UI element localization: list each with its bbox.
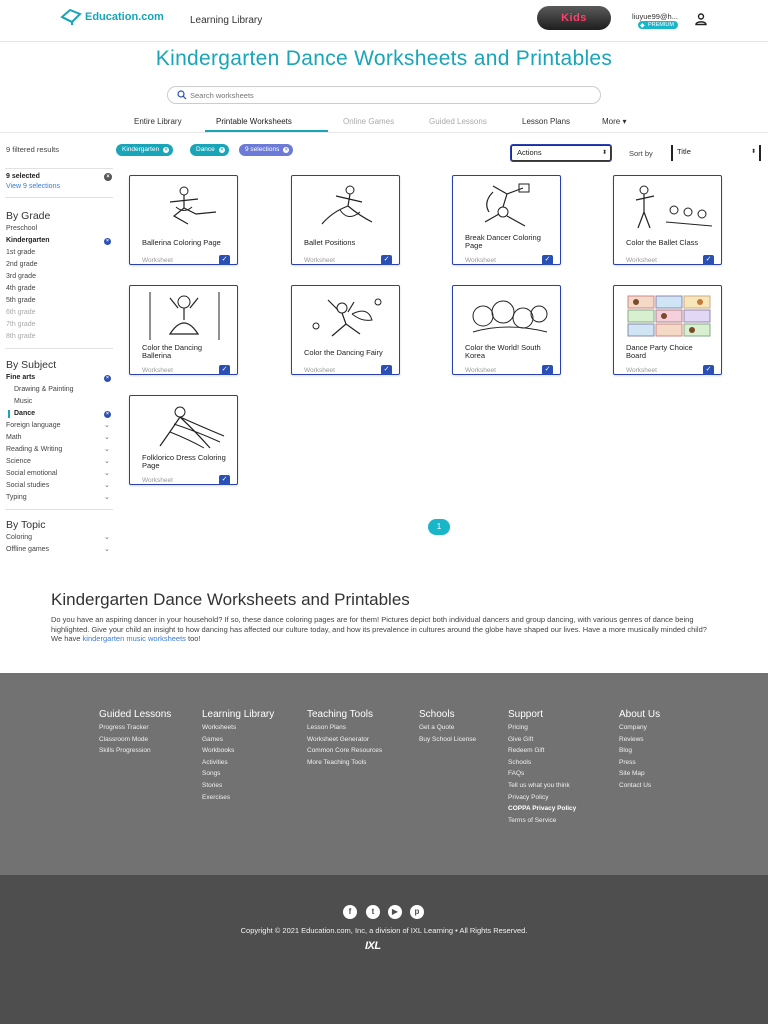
footer-link[interactable]: Pricing [508, 724, 528, 731]
footer-link[interactable]: Company [619, 724, 647, 731]
checkbox-checked-icon[interactable]: ✓ [542, 255, 553, 265]
card-type: Worksheet [626, 257, 657, 264]
footer-heading[interactable]: Schools [419, 709, 455, 720]
worksheet-card[interactable] [129, 175, 238, 265]
search-icon [177, 90, 187, 100]
facebook-icon[interactable]: f [343, 905, 357, 919]
filtered-results-count: 9 filtered results [6, 145, 59, 154]
worksheet-thumbnail [302, 182, 391, 230]
checkbox-checked-icon[interactable]: ✓ [703, 365, 714, 375]
footer-links [0, 673, 768, 875]
footer-link[interactable]: Contact Us [619, 781, 652, 789]
worksheet-card[interactable] [452, 285, 561, 375]
worksheet-thumbnail [140, 402, 229, 450]
worksheet-card[interactable] [613, 285, 722, 375]
youtube-icon[interactable]: ▶ [388, 905, 402, 919]
description-end: too! [185, 634, 201, 643]
footer-link[interactable]: Classroom Mode [99, 735, 149, 743]
remove-filter-icon[interactable]: × [104, 238, 111, 245]
remove-filter-icon[interactable]: × [104, 411, 111, 418]
education-logo[interactable] [60, 8, 164, 26]
footer-link[interactable]: Terms of Service [508, 816, 557, 824]
view-selections-link[interactable]: View 9 selections [6, 183, 60, 190]
subject-item[interactable]: Foreign language [6, 422, 61, 429]
footer-link[interactable]: Press [619, 758, 636, 766]
subject-item[interactable]: Social emotional [6, 470, 58, 477]
tab-entire-library[interactable]: Entire Library [134, 117, 182, 126]
actions-label: Actions [517, 148, 542, 157]
worksheet-thumbnail [140, 182, 229, 230]
pill-label: Dance [196, 146, 215, 153]
chevron-down-icon[interactable]: ⌄ [104, 482, 110, 489]
subject-item[interactable]: Typing [6, 494, 27, 501]
grade-item[interactable]: 8th grade [6, 333, 36, 340]
subject-item[interactable]: Reading & Writing [6, 446, 63, 453]
tab-more-label: More [602, 117, 621, 126]
footer-heading[interactable]: Learning Library [202, 709, 275, 720]
ixl-logo[interactable]: IXL [365, 940, 381, 952]
description-text [51, 615, 716, 644]
worksheet-card[interactable] [291, 285, 400, 375]
tab-guided-lessons[interactable]: Guided Lessons [429, 117, 487, 126]
worksheet-card[interactable] [129, 285, 238, 375]
close-icon[interactable]: × [284, 147, 288, 153]
footer-link[interactable]: Privacy Policy [508, 793, 549, 801]
card-type: Worksheet [465, 257, 496, 264]
sidebar-divider [5, 509, 113, 510]
chevron-down-icon[interactable]: ⌄ [104, 470, 110, 477]
footer-link[interactable]: Schools [508, 758, 532, 766]
card-type: Worksheet [304, 367, 335, 374]
topic-item[interactable]: Offline games [6, 546, 50, 553]
footer-link[interactable]: Worksheet Generator [307, 735, 370, 743]
pill-label: Kindergarten [122, 146, 160, 153]
kids-badge[interactable] [537, 6, 611, 30]
footer-link[interactable]: More Teaching Tools [307, 758, 367, 766]
worksheet-card[interactable] [291, 175, 400, 265]
sidebar-divider [5, 197, 113, 198]
footer-link[interactable]: Activities [202, 758, 228, 766]
grade-item-selected[interactable]: Kindergarten [6, 237, 50, 244]
footer-col-about-us [619, 709, 660, 794]
worksheet-thumbnail [463, 182, 552, 230]
subject-item-dance[interactable]: Dance [14, 410, 36, 417]
tab-more[interactable] [602, 117, 626, 126]
checkbox-checked-icon[interactable]: ✓ [381, 255, 392, 265]
filter-pill-dance[interactable] [190, 144, 229, 156]
grade-item[interactable]: 3rd grade [6, 273, 36, 280]
premium-text: PREMIUM [648, 22, 674, 28]
subject-item-fine-arts[interactable]: Fine arts [6, 374, 36, 381]
footer-link[interactable]: Give Gift [508, 735, 534, 743]
footer-link[interactable]: Progress Tracker [99, 724, 149, 731]
card-title[interactable]: Ballet Positions [304, 238, 356, 247]
footer-heading[interactable]: Teaching Tools [307, 709, 373, 720]
footer-link[interactable]: Blog [619, 747, 633, 755]
close-icon[interactable]: × [220, 147, 224, 153]
grade-item[interactable]: Preschool [6, 225, 38, 232]
checkbox-checked-icon[interactable]: ✓ [703, 255, 714, 265]
selected-indicator [8, 410, 10, 418]
worksheet-card[interactable] [129, 395, 238, 485]
footer-link[interactable]: FAQs [508, 770, 525, 778]
diamond-icon: ◆ [640, 23, 645, 29]
grade-item[interactable]: 6th grade [6, 309, 36, 316]
updown-arrow-icon: ⬍ [601, 150, 607, 156]
category-tabs [0, 112, 768, 132]
footer-link[interactable]: Skills Progression [99, 747, 151, 755]
copyright-text: Copyright © 2021 Education.com, Inc, a division of IXL Learning • All Rights Reserved. [240, 926, 528, 935]
description-title: Kindergarten Dance Worksheets and Printables [51, 590, 410, 609]
footer-link[interactable]: Reviews [619, 735, 644, 743]
premium-badge [638, 21, 678, 29]
footer-link[interactable]: Games [202, 735, 223, 743]
logo-text: Education.com [85, 11, 164, 23]
footer-col-guided-lessons [99, 709, 171, 759]
grade-item[interactable]: 2nd grade [6, 261, 38, 268]
chevron-down-icon[interactable]: ⌄ [104, 546, 110, 553]
chevron-down-icon[interactable]: ⌄ [104, 458, 110, 465]
card-type: Worksheet [142, 367, 173, 374]
tab-lesson-plans[interactable]: Lesson Plans [522, 117, 571, 126]
footer-link[interactable]: Worksheets [202, 724, 237, 731]
subject-item-drawing[interactable]: Drawing & Painting [14, 386, 74, 393]
sort-select[interactable] [671, 145, 761, 161]
close-icon[interactable]: × [164, 147, 168, 153]
tab-printable-worksheets[interactable]: Printable Worksheets [216, 117, 292, 126]
pinterest-icon[interactable]: p [410, 905, 424, 919]
topic-heading: By Topic [6, 519, 46, 531]
footer-heading[interactable]: Support [508, 709, 544, 720]
footer-link[interactable]: Exercises [202, 793, 231, 801]
card-title[interactable]: Dance Party Choice Board [626, 343, 693, 360]
sidebar-divider [5, 348, 113, 349]
card-type: Worksheet [465, 367, 496, 374]
tab-online-games[interactable]: Online Games [343, 117, 395, 126]
footer-link[interactable]: Workbooks [202, 747, 235, 755]
card-type: Worksheet [626, 367, 657, 374]
subject-item[interactable]: Science [6, 458, 31, 465]
checkbox-checked-icon[interactable]: ✓ [219, 475, 230, 485]
grade-item[interactable]: 1st grade [6, 249, 36, 256]
selected-count: 9 selected [6, 173, 40, 180]
actions-dropdown[interactable] [511, 145, 611, 161]
username[interactable]: liuyue99@h... [632, 12, 678, 21]
twitter-icon[interactable]: t [366, 905, 380, 919]
chevron-down-icon[interactable]: ⌄ [104, 422, 110, 429]
grade-item[interactable]: 4th grade [6, 285, 36, 292]
card-type: Worksheet [304, 257, 335, 264]
music-worksheets-link[interactable]: kindergarten music worksheets [82, 634, 186, 643]
chevron-down-icon[interactable]: ⌄ [104, 446, 110, 453]
worksheet-thumbnail [302, 292, 391, 340]
sidebar-divider [5, 168, 113, 169]
card-type: Worksheet [142, 257, 173, 264]
worksheet-thumbnail [624, 292, 713, 340]
subject-item[interactable]: Math [6, 434, 22, 441]
filter-pill-selections[interactable] [239, 144, 293, 156]
footer-link[interactable]: Get a Quote [419, 724, 455, 731]
chevron-down-icon[interactable]: ⌄ [104, 494, 110, 501]
card-title[interactable]: Break Dancer Coloring Page [465, 233, 541, 250]
worksheet-card[interactable] [452, 175, 561, 265]
worksheet-card[interactable] [613, 175, 722, 265]
card-type: Worksheet [142, 477, 173, 484]
top-bar [0, 0, 768, 42]
search-bar[interactable] [167, 86, 601, 104]
worksheet-thumbnail [463, 292, 552, 340]
chevron-down-icon[interactable]: ⌄ [104, 434, 110, 441]
footer-link[interactable]: Buy School License [419, 735, 477, 743]
footer-link[interactable]: Redeem Gift [508, 747, 545, 755]
page-title: Kindergarten Dance Worksheets and Printables [155, 47, 613, 70]
worksheet-thumbnail [140, 292, 229, 340]
filter-pill-kindergarten[interactable] [116, 144, 173, 156]
footer-heading[interactable]: Guided Lessons [99, 709, 172, 720]
subject-item[interactable]: Social studies [6, 482, 50, 489]
chevron-down-icon[interactable]: ⌄ [104, 534, 110, 541]
page-1-button[interactable]: 1 [428, 519, 450, 535]
footer-link[interactable]: Common Core Resources [307, 747, 383, 755]
footer-link[interactable]: COPPA Privacy Policy [508, 805, 577, 813]
subject-item-music[interactable]: Music [14, 398, 33, 405]
card-title[interactable]: Color the World! South Korea [465, 343, 541, 360]
book-logo-icon [60, 8, 82, 26]
search-input[interactable] [190, 89, 570, 101]
user-account-icon[interactable] [694, 12, 708, 26]
description-body: Do you have an aspiring dancer in your household? If so, these dance coloring pages are for them! Pictures depict both individual dancers and group dancing, with various genres of dance being highlighted. Give your child an insight to how dancing has affected our culture today, and how its prevalence in cultures around the globe have shaped our lives. Have a more musically minded child? We have [51, 615, 707, 643]
footer-col-learning-library [202, 709, 274, 805]
footer-link[interactable]: Lesson Plans [307, 724, 347, 731]
grade-heading: By Grade [6, 210, 51, 222]
tabs-divider [0, 132, 768, 133]
footer-link[interactable]: Stories [202, 781, 223, 789]
checkbox-checked-icon[interactable]: ✓ [219, 365, 230, 375]
footer-col-support [508, 709, 576, 828]
footer-link[interactable]: Site Map [619, 770, 645, 778]
checkbox-checked-icon[interactable]: ✓ [381, 365, 392, 375]
card-title[interactable]: Folklorico Dress Coloring Page [142, 453, 226, 470]
caret-down-icon: ▾ [622, 117, 627, 126]
footer-bottom [0, 875, 768, 1024]
card-title[interactable]: Ballerina Coloring Page [142, 238, 221, 247]
updown-arrow-icon: ⬍ [750, 149, 756, 155]
pill-label: 9 selections [245, 146, 280, 153]
grade-item[interactable]: 7th grade [6, 321, 36, 328]
checkbox-checked-icon[interactable]: ✓ [542, 365, 553, 375]
card-title[interactable]: Color the Dancing Fairy [304, 348, 383, 357]
subject-heading: By Subject [6, 359, 57, 371]
worksheet-thumbnail [624, 182, 713, 230]
footer-link[interactable]: Tell us what you think [508, 781, 570, 789]
footer-heading[interactable]: About Us [619, 709, 661, 720]
card-title[interactable]: Color the Dancing Ballerina [142, 343, 203, 360]
sort-value: Title [677, 147, 691, 156]
footer-link[interactable]: Songs [202, 770, 221, 778]
footer-col-teaching-tools [307, 709, 382, 770]
nav-learning-library[interactable]: Learning Library [190, 15, 263, 26]
remove-filter-icon[interactable]: × [104, 375, 111, 382]
kids-badge-text: Kids [561, 12, 587, 24]
checkbox-checked-icon[interactable]: ✓ [219, 255, 230, 265]
topic-item[interactable]: Coloring [6, 534, 33, 541]
card-title[interactable]: Color the Ballet Class [626, 238, 699, 247]
sort-by-label: Sort by [629, 149, 653, 158]
footer-col-schools [419, 709, 476, 747]
grade-item[interactable]: 5th grade [6, 297, 36, 304]
clear-selection-icon[interactable]: × [104, 173, 112, 181]
